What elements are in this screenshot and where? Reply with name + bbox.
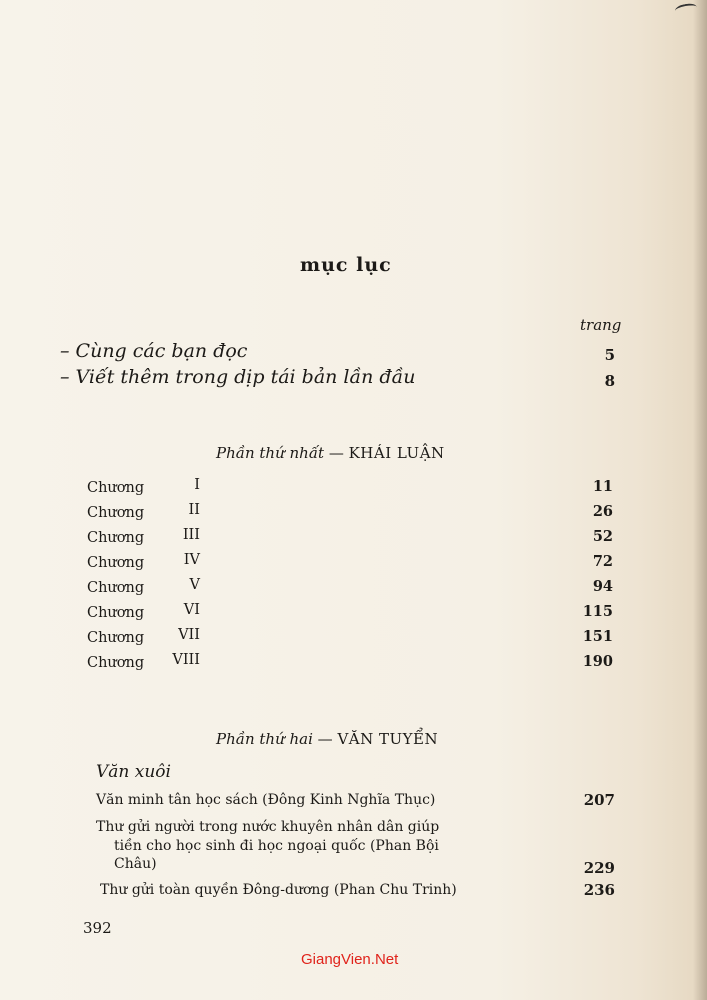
entry-page: 207 [583,791,615,809]
chapter-number: VIII [172,652,200,668]
chapter-page: 72 [592,553,613,570]
part2-heading [216,730,438,748]
chapter-number: IV [183,552,200,568]
front-item-dash: – [60,340,70,362]
part1-heading [216,444,445,462]
front-item-page: 5 [604,346,615,364]
chapter-word: Chương [87,655,145,671]
entry-line: Thư gửi toàn quyền Đông-dương (Phan Chu Trinh) [100,882,457,898]
chapter-page: 94 [592,578,613,595]
front-item-label: Cùng các bạn đọc [75,340,248,362]
chapter-word: Chương [87,555,145,571]
part1-separator: — [324,444,349,462]
part2-prefix: Phần thứ hai [216,730,313,748]
front-item-label: Viết thêm trong dịp tái bản lần đầu [75,366,416,388]
entry-page: 229 [583,859,615,877]
toc-title: mục lục [300,254,392,276]
entry-line: Văn minh tân học sách (Đông Kinh Nghĩa Thục) [96,792,436,808]
chapter-number: VI [183,602,200,618]
page-column-label: trang [580,316,622,334]
chapter-word: Chương [87,530,145,546]
front-item-2 [60,366,415,388]
entry-line: Thư gửi người trong nước khuyên nhân dân giúp [96,819,440,835]
chapter-word: Chương [87,505,145,521]
entry-page: 236 [583,881,615,899]
chapter-number: VII [178,627,200,643]
chapter-word: Chương [87,630,145,646]
front-item-dash: – [60,366,70,388]
page-edge-shadow [693,0,707,1000]
entry-line-continued: Châu) [114,856,157,872]
chapter-page: 115 [582,603,613,620]
front-item-page: 8 [604,372,615,390]
front-item-1 [60,340,247,362]
chapter-page: 52 [592,528,613,545]
chapter-word: Chương [87,480,145,496]
chapter-number: V [189,577,200,593]
part1-prefix: Phần thứ nhất [216,444,325,462]
chapter-page: 26 [592,503,613,520]
chapter-number: I [194,477,200,493]
part2-separator: — [312,730,338,748]
chapter-word: Chương [87,580,145,596]
chapter-page: 151 [582,628,613,645]
chapter-page: 190 [582,653,613,670]
section-label: Văn xuôi [96,762,171,782]
chapter-page: 11 [592,478,613,495]
watermark: GiangVien.Net [301,951,399,968]
chapter-number: II [188,502,200,518]
page-number: 392 [83,919,112,937]
chapter-number: III [182,527,200,543]
entry-line-continued: tiền cho học sinh đi học ngoại quốc (Phan Bội [114,838,439,854]
part1-name: KHÁI LUẬN [348,444,445,462]
part2-name: VĂN TUYỂN [337,730,439,748]
chapter-word: Chương [87,605,145,621]
